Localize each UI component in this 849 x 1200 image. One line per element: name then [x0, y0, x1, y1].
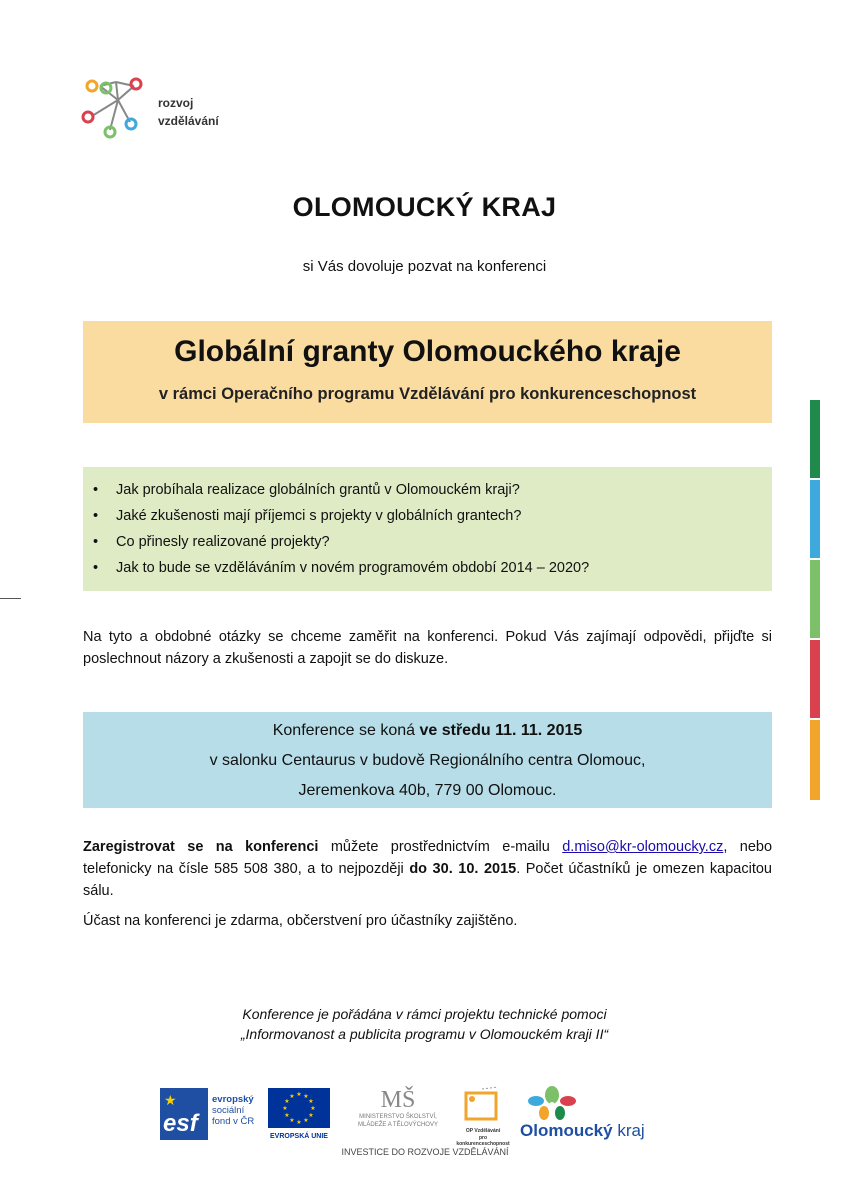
registration-paragraph — [83, 836, 772, 902]
registration-text-2: , nebo telefonicky na čísle 585 508 380, a to nejpozději — [83, 839, 773, 877]
svg-text:★: ★ — [284, 1098, 290, 1105]
event-venue-line: v salonku Centaurus v budově Regionálního centra Olomouc, — [209, 752, 646, 769]
question-text: Jaké zkušenosti mají příjemci s projekty v globálních grantech? — [116, 508, 522, 524]
color-strip-lightgreen — [810, 560, 820, 638]
footer-note-line-2: „Informovanost a publicita programu v Olomouckém kraji II“ — [240, 1026, 609, 1042]
svg-text:★: ★ — [296, 1091, 302, 1098]
conference-subtitle: v rámci Operačního programu Vzdělávání pro konkurenceschopnost — [158, 385, 697, 403]
color-strip-orange — [810, 720, 820, 800]
flower-icon — [522, 1085, 582, 1121]
star-icon: ★ — [164, 1092, 177, 1108]
svg-text:★: ★ — [303, 1093, 309, 1100]
intro-paragraph: Na tyto a obdobné otázky se chceme zaměřit na konferenci. Pokud Vás zajímají odpovědi, přijďte si poslechnout názory a zkušenosti a zapojit se do diskuze. — [83, 629, 772, 667]
msmt-logo — [357, 1085, 439, 1141]
event-date: ve středu 11. 11. 2015 — [419, 722, 583, 739]
registration-text-1: můžete prostřednictvím e-mailu — [318, 839, 563, 855]
esf-logo — [160, 1088, 262, 1140]
svg-text:★: ★ — [289, 1117, 295, 1124]
question-item — [83, 529, 772, 555]
color-strip-green — [810, 400, 820, 478]
color-strip-red — [810, 640, 820, 718]
registration-text-3: . Počet účastníků je omezen kapacitou sálu. — [83, 861, 772, 899]
logo-line-1: rozvoj — [158, 96, 194, 110]
registration-lead: Zaregistrovat se na konferenci — [83, 839, 319, 855]
svg-text:★: ★ — [310, 1105, 316, 1112]
margin-mark — [0, 598, 21, 599]
event-address-line: Jeremenkova 40b, 779 00 Olomouc. — [298, 782, 557, 799]
bullet-icon: • — [93, 534, 99, 550]
color-strip-blue — [810, 480, 820, 558]
free-attendance-paragraph: Účast na konferenci je zdarma, občerstvení pro účastníky zajištěno. — [83, 913, 518, 929]
eu-label: EVROPSKÁ UNIE — [270, 1133, 328, 1140]
op-text — [452, 1128, 514, 1148]
bullet-icon: • — [93, 560, 99, 576]
eu-flag-icon — [268, 1088, 330, 1128]
olomoucky-kraj-logo — [518, 1085, 670, 1143]
msmt-text — [357, 1113, 439, 1129]
event-details-box — [83, 712, 772, 808]
question-item — [83, 477, 772, 503]
esf-text — [212, 1094, 254, 1127]
ok-bold: Olomoucký — [520, 1121, 613, 1140]
svg-text:★: ★ — [284, 1112, 290, 1119]
svg-text:★: ★ — [303, 1117, 309, 1124]
question-item — [83, 555, 772, 581]
svg-text:★: ★ — [282, 1105, 288, 1112]
event-date-prefix: Konference se koná — [272, 722, 420, 739]
msmt-line-1: MINISTERSTVO ŠKOLSTVÍ, — [359, 1114, 437, 1120]
question-text: Jak probíhala realizace globálních grantů v Olomouckém kraji? — [116, 482, 520, 498]
eu-flag-logo — [268, 1088, 330, 1140]
op-line-2: pro konkurenceschopnost — [456, 1134, 510, 1147]
esf-mark-block — [160, 1088, 208, 1140]
ok-wordmark — [520, 1121, 645, 1141]
investice-tagline: INVESTICE DO ROZVOJE VZDĚLÁVÁNÍ — [341, 1147, 509, 1157]
bullet-icon: • — [93, 482, 99, 498]
rozvoj-vzdelavani-logo — [78, 72, 148, 144]
msmt-monogram-icon: MŠ — [380, 1087, 416, 1113]
esf-line-2: sociální — [212, 1105, 245, 1116]
logo-wordmark — [158, 94, 219, 130]
questions-list — [83, 477, 772, 581]
op-line-1: OP Vzdělávání — [465, 1128, 501, 1134]
logo-line-2: vzdělávání — [158, 114, 219, 128]
svg-text:★: ★ — [308, 1112, 314, 1119]
esf-line-1: evropský — [212, 1094, 254, 1105]
questions-box — [83, 467, 772, 591]
esf-line-3: fond v ČR — [212, 1116, 255, 1127]
op-vk-logo — [452, 1085, 514, 1147]
msmt-line-2: MLÁDEŽE A TĚLOVÝCHOVY — [358, 1122, 438, 1128]
esf-mark: esf — [163, 1110, 198, 1137]
region-title: OLOMOUCKÝ KRAJ — [292, 192, 557, 222]
question-text: Jak to bude se vzděláváním v novém programovém období 2014 – 2020? — [116, 560, 590, 576]
svg-text:★: ★ — [289, 1093, 295, 1100]
bullet-icon: • — [93, 508, 99, 524]
invite-line: si Vás dovoluje pozvat na konferenci — [302, 258, 547, 275]
footer-note-line-1: Konference je pořádána v rámci projektu technické pomoci — [242, 1006, 607, 1022]
conference-title: Globální granty Olomouckého kraje — [174, 335, 681, 368]
conference-title-box — [83, 321, 772, 423]
question-item — [83, 503, 772, 529]
op-vk-icon — [452, 1085, 514, 1123]
svg-text:★: ★ — [296, 1119, 302, 1126]
ok-regular: kraj — [612, 1121, 645, 1140]
svg-text:★: ★ — [308, 1098, 314, 1105]
question-text: Co přinesly realizované projekty? — [116, 534, 330, 550]
event-date-line — [83, 722, 772, 740]
registration-deadline: do 30. 10. 2015 — [409, 861, 517, 877]
footer-note — [0, 1004, 849, 1044]
registration-email-link[interactable]: d.miso@kr-olomoucky.cz — [562, 839, 724, 855]
